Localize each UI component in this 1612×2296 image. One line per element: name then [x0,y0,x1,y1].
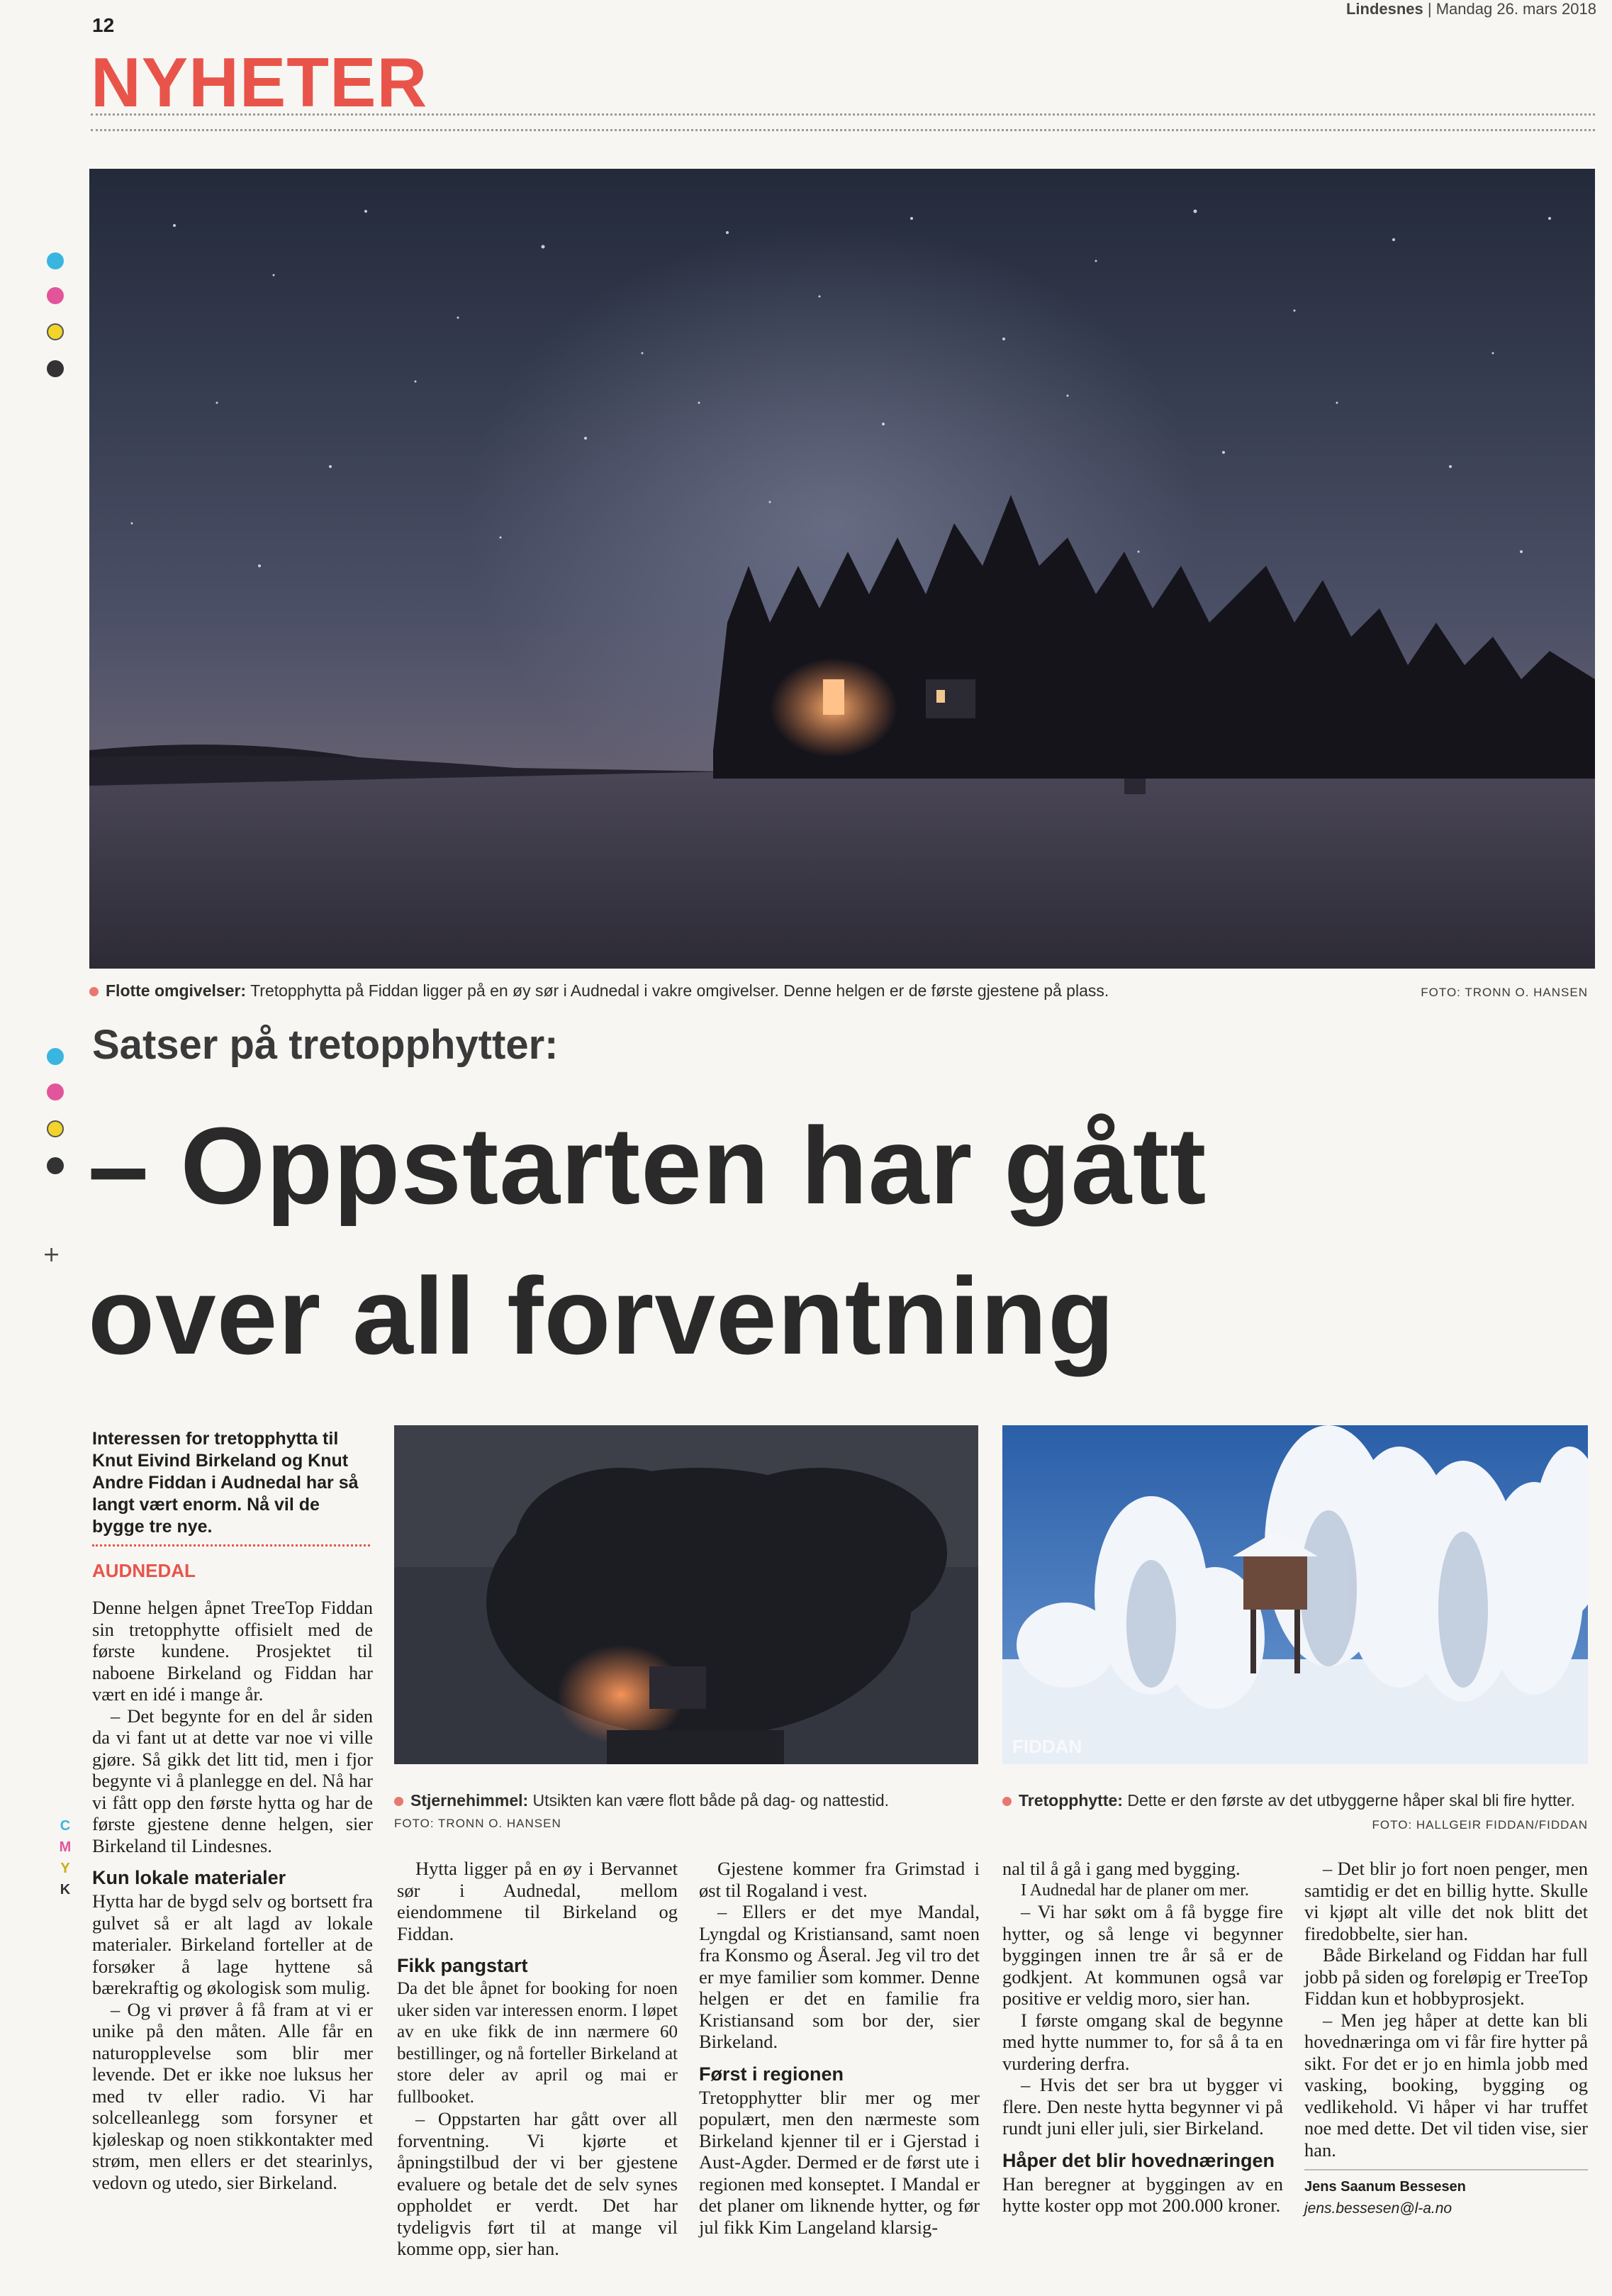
col4-paragraph: – Hvis det ser bra ut bygger vi flere. Den neste hytta begynner vi på rundt juni eller juli, sier Birkeland. [1002,2074,1283,2139]
registration-dot-cyan-2 [47,1048,64,1065]
article-column-4 [1002,1858,1283,2217]
byline-email[interactable]: jens.bessesen@l-a.no [1304,2200,1453,2217]
headline-line-1: – Oppstarten har gått [88,1105,1207,1227]
photo3-caption-text: Dette er den første av det utbyggerne håper skal bli fire hytter. [1127,1791,1575,1810]
masthead-divider: | [1427,0,1436,18]
photo3-credit: FOTO: HALLGEIR FIDDAN/FIDDAN [1372,1818,1588,1832]
photo-star-sky [394,1425,978,1764]
registration-dot-yellow [47,323,64,340]
header-rule-lower [91,129,1595,131]
headline-line-2: over all forventning [88,1255,1116,1377]
byline-divider [1304,2169,1588,2170]
col4-paragraph: I Audnedal har de planer om mer. [1021,1880,1249,1900]
main-photo-credit: FOTO: TRONN O. HANSEN [1421,986,1588,999]
col1-subheading: Kun lokale materialer [92,1867,286,1888]
col1-paragraph: Denne helgen åpnet TreeTop Fiddan sin tretopphytte offisielt med de første kundene. Prosjektet til naboene Birkeland og Fiddan har vært en idé i mange år. [92,1597,373,1705]
photo2-caption [394,1790,978,1811]
registration-dot-magenta-2 [47,1083,64,1100]
photo3-watermark: FIDDAN [1012,1736,1082,1757]
main-caption-label: Flotte omgivelser: [106,981,247,1000]
col4-subheading: Håper det blir hovednæringen [1002,2149,1275,2171]
article-column-5 [1304,1858,1588,2219]
registration-crosshair-icon: + [43,1242,61,1267]
col2-paragraph: Da det ble åpnet for booking for noen uker siden var interessen enorm. I løpet av en uke fikk de inn nærmere 60 bestillinger, og nå forteller Birkeland at store deler av april og mai er fullbooket. [397,1979,678,2107]
main-photo-caption [89,980,1436,1001]
col3-paragraph: Tretopphytter blir mer og mer populært, men den nærmeste som Birkeland kjenner til er i Gjerstad i Aust-Agder. Dermed er de først ute i regionen med konseptet. I Mandal er det planer om liknende hytter, og før jul fikk Kim Langeland klarsig- [699,2086,980,2238]
photo2-caption-label: Stjernehimmel: [410,1791,529,1810]
byline-name: Jens Saanum Bessesen [1304,2179,1466,2195]
col2-paragraph: Hytta ligger på en øy i Bervannet sør i Audnedal, mellom eiendommene til Birkeland og Fiddan. [397,1858,678,1944]
article-kicker: Satser på tretopphytter: [92,1022,559,1068]
photo3-caption-label: Tretopphytte: [1019,1791,1123,1810]
photo-treehouse-winter [1002,1425,1588,1764]
snowy-treehouse-image [1002,1425,1588,1764]
col2-paragraph: – Oppstarten har gått over all forventning. Vi kjørte et åpningstilbud der vi ber gjestene evaluere og betale det de selv synes oppholdet er verdt. Det har tydeligvis ført til at mange vil komme opp, sier han. [397,2108,678,2259]
col3-subheading: Først i regionen [699,2063,844,2085]
cmyk-k: K [60,1882,71,1897]
registration-dot-yellow-2 [47,1120,64,1137]
col3-paragraph: – Ellers er det mye Mandal, Lyngdal og Kristiansand, samt noen fra Konsmo og Åseral. Jeg vil tro det er mye familier som kommer. Denne helgen er det en familie fra Kristiansand som bor der, sier Birkeland. [699,1901,980,2052]
article-headline [88,1091,1207,1391]
cmyk-m: M [59,1839,72,1855]
lead-divider [92,1544,370,1547]
cmyk-c: C [60,1818,71,1834]
caption-bullet-icon [1002,1797,1012,1806]
col1-paragraph: Hytta har de bygd selv og bortsett fra gulvet så er alt lagd av lokale materialer. Birkeland forteller at de forsøker å lage hyttene så bærekraftig og økologisk som mulig. [92,1890,373,1998]
issue-date: Mandag 26. mars 2018 [1435,0,1596,18]
col4-paragraph: Han beregner at byggingen av en hytte koster opp mot 200.000 kroner. [1002,2173,1283,2216]
masthead [1346,0,1596,18]
col5-paragraph: – Men jeg håper at dette kan bli hovednæringa om vi får fire hytter på sikt. For det er jo en himla jobb med vasking, booking, bygging og vedlikehold. Vi håper vi har truffet noe med dette. Det vil tiden vise, sier han. [1304,2009,1588,2161]
col5-paragraph: – Det blir jo fort noen penger, men samtidig er det en billig hytte. Skulle vi kjøpt alt ville det nok blitt det firedobbelte, sier han. [1304,1858,1588,1944]
article-column-1 [92,1597,373,2193]
col1-paragraph: – Og vi prøver å få fram at vi er unike på den måten. Alle får en naturopplevelse som blir mer levende. Det er ikke noe luksus her med tv eller radio. Vi har solcelleanlegg som forsyner et kjøleskap og noen stikkontakter med strøm, men ellers er det stearinlys, vedovn og utedo, sier Birkeland. [92,1998,373,2193]
article-column-2 [397,1858,678,2260]
photo2-caption-text: Utsikten kan være flott både på dag- og nattestid. [532,1791,890,1810]
col5-paragraph: Både Birkeland og Fiddan har full jobb på siden og foreløpig er TreeTop Fiddan kun et hobbyprosjekt. [1304,1944,1588,2009]
col1-paragraph: – Det begynte for en del år siden da vi fant ut at dette var noe vi ville gjøre. Så gikk det litt tid, men i fjor begynte vi å planlegge en del. Nå har vi fått opp den første hytta og har de første gjestene denne helgen, sier Birkeland til Lindesnes. [92,1705,373,1856]
article-lead: Interessen for tretopphytta til Knut Eivind Birkeland og Knut Andre Fiddan i Audnedal har så langt vært enorm. Nå vil de bygge tre nye. [92,1429,359,1537]
col4-paragraph: – Vi har søkt om å få bygge fire hytter, og så lenge vi begynner byggingen innen tre år så er de godkjent. At kommunen også var positive er veldig moro, sier han. [1002,1901,1283,2009]
photo3-caption [1002,1790,1588,1811]
col3-paragraph: Gjestene kommer fra Grimstad i øst til Rogaland i vest. [699,1858,980,1901]
dateline: AUDNEDAL [92,1560,196,1581]
col4-paragraph: nal til å gå i gang med bygging. [1002,1858,1241,1879]
col2-subheading: Fikk pangstart [397,1955,528,1976]
publication-name: Lindesnes [1345,0,1423,18]
col4-paragraph: I første omgang skal de begynne med hytte nummer to, for så å ta en vurdering derfra. [1002,2009,1283,2074]
main-caption-text: Tretopphytta på Fiddan ligger på en øy sør i Audnedal i vakre omgivelser. Denne helgen er de første gjestene på plass. [250,981,1109,1000]
registration-dot-magenta [47,287,64,304]
photo2-credit: FOTO: TRONN O. HANSEN [394,1817,561,1830]
main-photo [89,169,1595,969]
registration-dot-black-2 [47,1157,64,1174]
caption-bullet-icon [394,1797,403,1806]
caption-bullet-icon [89,987,99,996]
page-number: 12 [92,14,115,36]
section-title: NYHETER [91,43,428,121]
night-sky-treehouse-image [89,169,1595,969]
cmyk-y: Y [60,1861,70,1876]
registration-dot-cyan [47,252,64,269]
tree-night-image [394,1425,978,1764]
cmyk-strip [57,1815,74,1900]
article-column-3 [699,1858,980,2238]
registration-dot-black [47,360,64,377]
header-rule [91,113,1595,116]
